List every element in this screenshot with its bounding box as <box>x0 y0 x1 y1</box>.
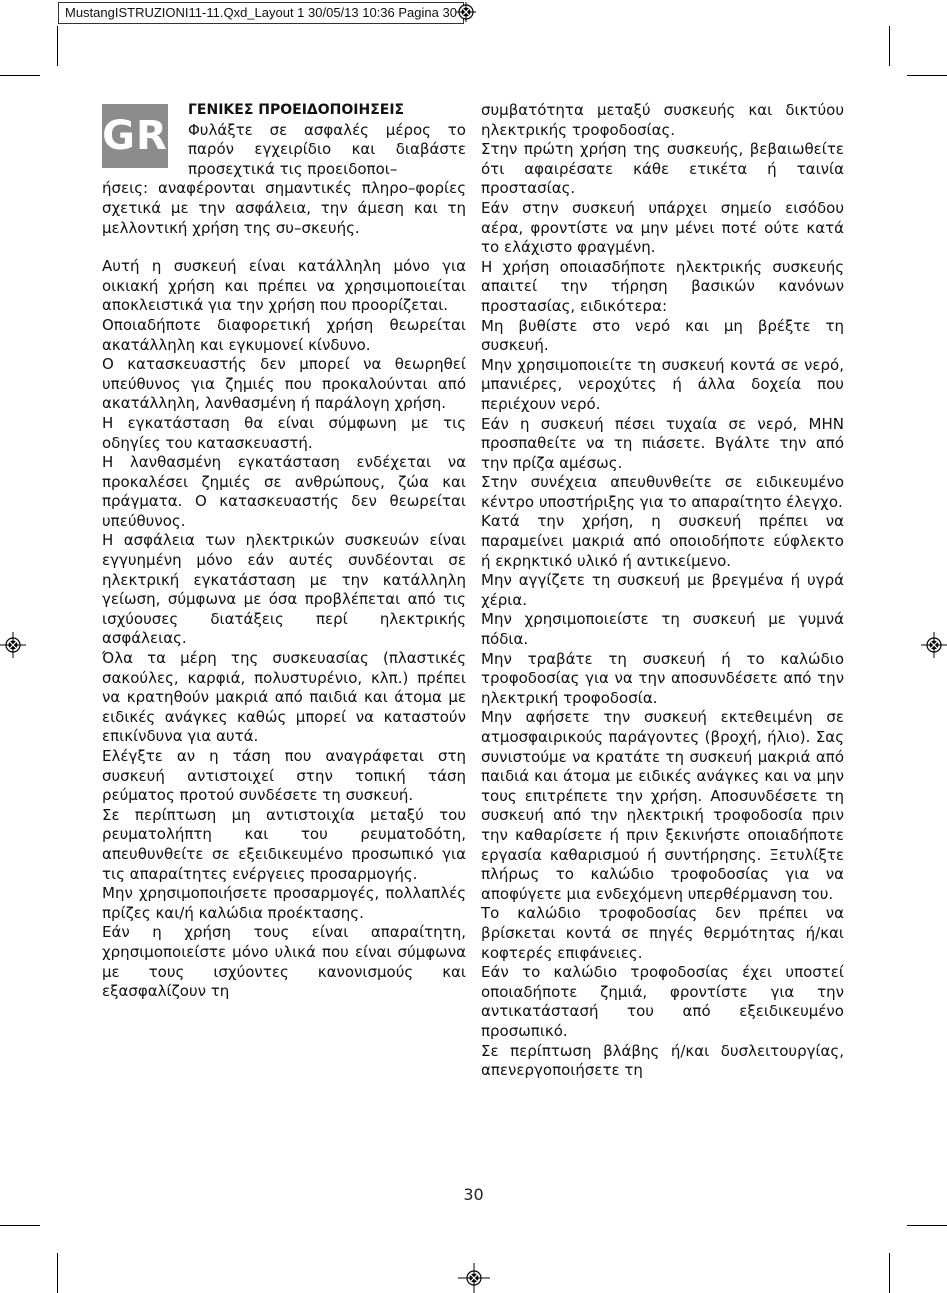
crop-mark <box>57 26 58 66</box>
crop-mark <box>907 75 947 76</box>
intro-paragraph-continued: ήσεις: αναφέρονται σημαντικές πληρο–φορίες σχετικά με την ασφάλεια, την άμεση και τη μελλοντική χρήση της συ–σκευής. <box>102 179 466 237</box>
paragraph: Το καλώδιο τροφοδοσίας δεν πρέπει να βρίσκεται κοντά σε πηγές θερμότητας ή/και κοφτερές επιφάνειες. <box>481 904 844 962</box>
crop-mark <box>57 1253 58 1293</box>
crop-mark <box>889 26 890 66</box>
paragraph: Εάν στην συσκευή υπάρχει σημείο εισόδου αέρα, φροντίστε να μην μένει ποτέ ούτε κατά το ελάχιστο φραγμένη. <box>481 198 844 257</box>
paragraph: Μην τραβάτε τη συσκευή ή το καλώδιο τροφοδοσίας για να την αποσυνδέσετε από την ηλεκτρική τροφοδοσία. <box>481 649 844 707</box>
intro-paragraph: Φυλάξτε σε ασφαλές μέρος το παρόν εγχειρίδιο και διαβάστε προσεχτικά τις προειδοποι– <box>188 120 466 178</box>
paragraph: Σε περίπτωση βλάβης ή/και δυσλειτουργίας, απενεργοποιήσετε τη <box>481 1041 844 1080</box>
crop-mark <box>0 75 40 76</box>
paragraph: Μην αφήσετε την συσκευή εκτεθειμένη σε ατμοσφαιρικούς παράγοντες (βροχή, ήλιο). Σας συνιστούμε να κρατάτε τη συσκευή μακριά από παιδιά και άτομα με ειδικές ανάγκες και να μην τους επιτρέπετε την χρήση. Αποσυνδέσετε τη συσκευή από την ηλεκτρική τροφοδοσία πριν την καθαρίσετε ή πριν ξεκινήστε οποιαδήποτε εργασία καθαρισμού ή συντήρησης. Ξετυλίξτε πλήρως το καλώδιο τροφοδοσίας για να αποφύγετε μια ενδεχόμενη υπερθέρμανση του. <box>481 708 844 903</box>
registration-mark-icon <box>0 632 26 658</box>
paragraph: Οποιαδήποτε διαφορετική χρήση θεωρείται ακατάλληλη και εγκυμονεί κίνδυνο. <box>102 315 466 354</box>
crop-mark <box>907 1225 947 1226</box>
paragraph: Αυτή η συσκευή είναι κατάλληλη μόνο για οικιακή χρήση και πρέπει να χρησιμοποιείται αποκλειστικά για την χρήση που προορίζεται. <box>102 257 466 315</box>
left-column <box>102 101 466 1002</box>
paragraph: Ελέγξτε αν η τάση που αναγράφεται στη συσκευή αντιστοιχεί στην τοπική τάση ρεύματος προτού συνδέσετε τη συσκευή. <box>102 747 466 805</box>
paragraph: Όλα τα μέρη της συσκευασίας (πλαστικές σακούλες, καρφιά, πολυστυρένιο, κλπ.) πρέπει να κρατηθούν μακριά από παιδιά και άτομα με ειδικές ανάγκες καθώς μπορεί να καταστούν επικίνδυνα για αυτά. <box>102 649 466 746</box>
paragraph: συμβατότητα μεταξύ συσκευής και δικτύου ηλεκτρικής τροφοδοσίας. <box>481 101 844 139</box>
paragraph: Εάν το καλώδιο τροφοδοσίας έχει υποστεί οποιαδήποτε ζημιά, φροντίστε για την αντικατάστασή του από εξειδικευμένο προσωπικό. <box>481 963 844 1040</box>
language-badge: GR <box>102 104 168 168</box>
paragraph: Η χρήση οποιασδήποτε ηλεκτρικής συσκευής απαιτεί την τήρηση βασικών κανόνων προστασίας, ειδικότερα: <box>481 257 844 315</box>
paragraph: Ο κατασκευαστής δεν μπορεί να θεωρηθεί υπεύθυνος για ζημιές που προκαλούνται από ακατάλληλη, λανθασμένη ή παράλογη χρήση. <box>102 355 466 413</box>
paragraph: Μην χρησιμοποιήσετε προσαρμογές, πολλαπλές πρίζες και/ή καλώδια προέκτασης. <box>102 884 466 922</box>
crop-mark <box>889 1253 890 1293</box>
paragraph: Εάν η χρήση τους είναι απαραίτητη, χρησιμοποιείστε μόνο υλικά που είναι σύμφωνα με τους ισχύοντες κανονισμούς και εξασφαλίζουν τη <box>102 923 466 1001</box>
paragraph: Η εγκατάσταση θα είναι σύμφωνη με τις οδηγίες του κατασκευαστή. <box>102 413 466 452</box>
paragraph: Στην πρώτη χρήση της συσκευής, βεβαιωθείτε ότι αφαιρέσατε κάθε ετικέτα ή ταινία προστασίας. <box>481 140 844 198</box>
paragraph: Εάν η συσκευή πέσει τυχαία σε νερό, ΜΗΝ προσπαθείτε να τη πιάσετε. Βγάλτε την από την πρίζα αμέσως. <box>481 414 844 472</box>
paragraph: Μη βυθίστε στο νερό και μη βρέξτε τη συσκευή. <box>481 316 844 355</box>
registration-mark-icon <box>921 632 947 658</box>
paragraph: Η ασφάλεια των ηλεκτρικών συσκευών είναι εγγυημένη μόνο εάν αυτές συνδέονται σε ηλεκτρική εγκατάσταση με την κατάλληλη γείωση, σύμφωνα με όσα προβλέπεται από τις ισχύουσες διατάξεις περί ηλεκτρικής ασφάλειας. <box>102 531 466 648</box>
paragraph: Στην συνέχεια απευθυνθείτε σε ειδικευμένο κέντρο υποστήριξης για το απαραίτητο έλεγχο. <box>481 473 844 511</box>
print-slug-text: MustangISTRUZIONI11-11.Qxd_Layout 1 30/05/13 10:36 Pagina 30 <box>65 5 457 20</box>
paragraph: Σε περίπτωση μη αντιστοιχία μεταξύ του ρευματολήπτη και του ρευματοδότη, απευθυνθείτε σε εξειδικευμένο προσωπικό για τις απαραίτητες ενέργειες προσαρμογής. <box>102 805 466 883</box>
print-slug <box>58 2 464 24</box>
paragraph: Μην χρησιμοποιείστε τη συσκευή με γυμνά πόδια. <box>481 610 844 649</box>
crop-mark <box>0 1225 40 1226</box>
paragraph: Μην χρησιμοποιείτε τη συσκευή κοντά σε νερό, μπανιέρες, νεροχύτες ή άλλα δοχεία που περιέχουν νερό. <box>481 355 844 413</box>
registration-mark-icon <box>456 2 476 22</box>
paragraph: Κατά την χρήση, η συσκευή πρέπει να παραμείνει μακριά από οποιοδήποτε εύφλεκτο ή εκρηκτικό υλικό ή αντικείμενο. <box>481 512 844 570</box>
paragraph: Η λανθασμένη εγκατάσταση ενδέχεται να προκαλέσει ζημιές σε ανθρώπους, ζώα και πράγματα. Ο κατασκευαστής δεν θεωρείται υπεύθυνος. <box>102 453 466 530</box>
page-number: 30 <box>463 1185 484 1204</box>
right-column <box>481 101 844 1081</box>
paragraph: Μην αγγίζετε τη συσκευή με βρεγμένα ή υγρά χέρια. <box>481 571 844 609</box>
section-title: ΓΕΝΙΚΕΣ ΠΡΟΕΙΔΟΠΟΙΗΣΕΙΣ <box>188 102 405 118</box>
registration-mark-icon <box>458 1263 490 1293</box>
